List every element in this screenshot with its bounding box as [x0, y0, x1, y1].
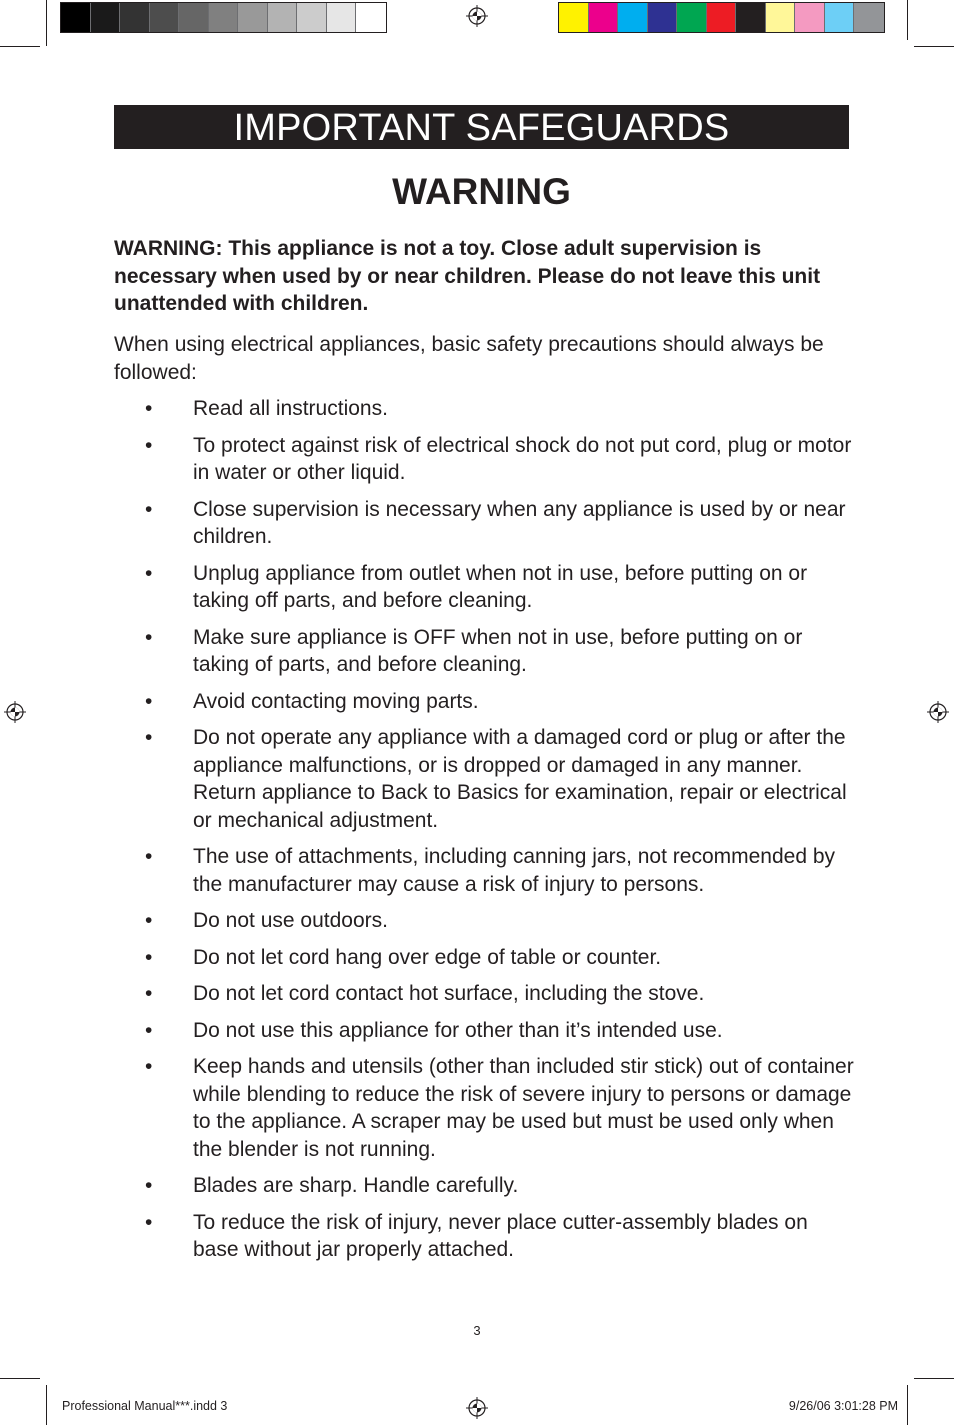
- list-item-text: Unplug appliance from outlet when not in use, before putting on or taking off parts, and before cleaning.: [193, 561, 808, 612]
- list-item-text: Do not use outdoors.: [193, 909, 388, 932]
- bullet-icon: •: [145, 982, 153, 1005]
- list-item-text: Do not let cord contact hot surface, including the stove.: [193, 982, 705, 1005]
- bullet-icon: •: [145, 1174, 153, 1197]
- list-item-text: Blades are sharp. Handle carefully.: [193, 1174, 519, 1197]
- registration-mark-icon: [466, 5, 488, 27]
- bullet-icon: •: [145, 1210, 153, 1234]
- list-item: [114, 1053, 854, 1163]
- crop-mark: [907, 1385, 908, 1425]
- color-swatch: [766, 3, 796, 32]
- color-swatch: [120, 3, 150, 32]
- bullet-icon: •: [145, 1055, 153, 1078]
- bullet-icon: •: [145, 433, 153, 457]
- list-item-text: Do not let cord hang over edge of table or counter.: [193, 945, 662, 969]
- crop-mark: [914, 46, 954, 47]
- list-item-text: Close supervision is necessary when any appliance is used by or near children.: [193, 497, 846, 548]
- bullet-icon: •: [145, 845, 153, 868]
- list-item-text: Do not use this appliance for other than it’s intended use.: [193, 1018, 723, 1042]
- list-item-text: The use of attachments, including canning jars, not recommended by the manufacturer may cause a risk of injury to persons.: [193, 845, 836, 896]
- process-color-bar: [558, 2, 885, 33]
- bullet-icon: •: [145, 561, 153, 585]
- list-item: [114, 980, 854, 1008]
- safeguards-list: [114, 395, 854, 1273]
- bullet-icon: •: [145, 1018, 153, 1042]
- child-safety-warning: WARNING: This appliance is not a toy. Close adult supervision is necessary when used by or near children. Please do not leave this unit unattended with children.: [114, 237, 821, 315]
- list-item: [114, 688, 854, 716]
- list-item: [114, 560, 854, 615]
- list-item: [114, 724, 854, 834]
- color-swatch: [559, 3, 589, 32]
- registration-mark-icon: [927, 701, 949, 723]
- crop-mark: [907, 0, 908, 40]
- bullet-icon: •: [145, 497, 153, 521]
- bullet-icon: •: [145, 726, 153, 749]
- color-swatch: [795, 3, 825, 32]
- crop-mark: [46, 0, 47, 46]
- list-item: [114, 432, 854, 487]
- list-item-text: Avoid contacting moving parts.: [193, 689, 479, 713]
- list-item: [114, 944, 854, 972]
- color-swatch: [91, 3, 121, 32]
- crop-mark: [0, 46, 40, 47]
- registration-mark-icon: [466, 1397, 488, 1419]
- color-swatch: [707, 3, 737, 32]
- color-swatch: [150, 3, 180, 32]
- list-item: [114, 1017, 854, 1045]
- slug-timestamp: 9/26/06 3:01:28 PM: [788, 1399, 898, 1413]
- color-swatch: [677, 3, 707, 32]
- color-swatch: [268, 3, 298, 32]
- grayscale-color-bar: [60, 2, 387, 33]
- bullet-icon: •: [145, 625, 153, 649]
- color-swatch: [297, 3, 327, 32]
- crop-mark: [46, 1385, 47, 1425]
- bullet-icon: •: [145, 689, 153, 713]
- list-item: [114, 624, 854, 679]
- list-item-text: Keep hands and utensils (other than included stir stick) out of container while blending to reduce the risk of severe injury to persons or damage to the appliance. A scraper may be used but must be used only when the blender is not running.: [193, 1055, 854, 1161]
- list-item: [114, 1209, 854, 1264]
- list-item-text: To protect against risk of electrical shock do not put cord, plug or motor in water or other liquid.: [193, 433, 852, 484]
- page-number: 3: [473, 1323, 481, 1338]
- registration-mark-icon: [4, 701, 26, 723]
- bullet-icon: •: [145, 945, 153, 969]
- crop-mark: [0, 1378, 40, 1379]
- color-swatch: [356, 3, 386, 32]
- list-item-text: To reduce the risk of injury, never place cutter-assembly blades on base without jar properly attached.: [193, 1210, 808, 1261]
- list-item: [114, 1172, 854, 1200]
- color-swatch: [825, 3, 855, 32]
- list-item-text: Do not operate any appliance with a damaged cord or plug or after the appliance malfunctions, or is dropped or damaged in any manner. Return appliance to Back to Basics for examination, repair or electrical or mechanical adjustment.: [193, 726, 847, 832]
- list-item-text: Make sure appliance is OFF when not in use, before putting on or taking of parts, and before cleaning.: [193, 625, 803, 676]
- bullet-icon: •: [145, 397, 153, 420]
- list-item: [114, 843, 854, 898]
- color-swatch: [618, 3, 648, 32]
- crop-mark: [914, 1378, 954, 1379]
- list-item-text: Read all instructions.: [193, 397, 388, 420]
- color-swatch: [209, 3, 239, 32]
- list-item: [114, 395, 854, 423]
- list-item: [114, 907, 854, 935]
- color-swatch: [648, 3, 678, 32]
- color-swatch: [854, 3, 884, 32]
- page-title: IMPORTANT SAFEGUARDS: [114, 105, 849, 149]
- color-swatch: [61, 3, 91, 32]
- color-swatch: [736, 3, 766, 32]
- color-swatch: [238, 3, 268, 32]
- color-swatch: [179, 3, 209, 32]
- warning-heading: WARNING: [392, 171, 571, 212]
- color-swatch: [589, 3, 619, 32]
- color-swatch: [327, 3, 357, 32]
- intro-paragraph: When using electrical appliances, basic safety precautions should always be followed:: [114, 333, 824, 384]
- bullet-icon: •: [145, 909, 153, 932]
- slug-file-name: Professional Manual***.indd 3: [62, 1399, 228, 1413]
- list-item: [114, 496, 854, 551]
